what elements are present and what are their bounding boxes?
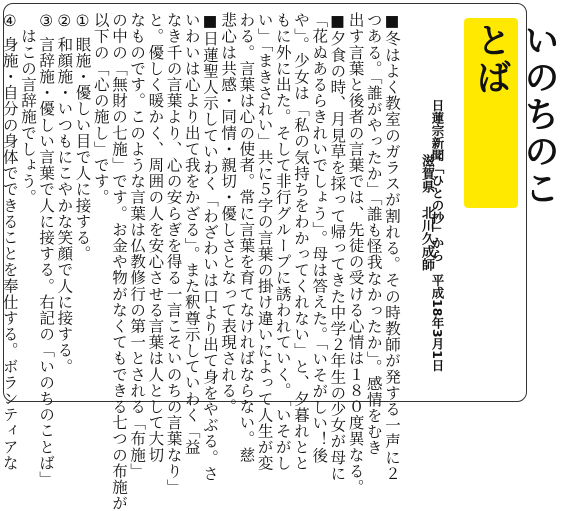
body-line: や」。少女は「私の気持ちをわかってくれない」と、夕暮れとと <box>291 12 310 472</box>
body-line: もに外に出た。そして非行グループに誘われていく。「いそがし <box>273 12 292 472</box>
body-line: はこの言辞施でしょう。 <box>18 12 37 206</box>
body-line: 出す言葉と後者の言葉では、先徒の受ける心情は１８０度異なる。 <box>346 12 365 495</box>
article-title: いのちのことば <box>471 22 559 207</box>
article-author: 滋賀県 北川久成師 <box>419 154 434 271</box>
article-source: 日蓮宗新聞「ひとの抄」から 平成18年3月1日 <box>430 99 445 372</box>
body-line: ■冬はよく教室のガラスが割れる。その時教師が発する一声に２ <box>383 12 401 482</box>
body-line: ① 眼施・優しい目で人に接する。 <box>73 12 92 262</box>
body-line: ③ 言辞施・優しい言葉で人に接する。右記の「いのちのことば」 <box>37 12 56 487</box>
body-line: の中の「無財の七施」です。お金や物がなくてもできる七つの布施が <box>109 12 128 511</box>
body-line: ■日蓮聖人示していわく「わざわいは口より出て身をやぶる。さ <box>200 12 219 482</box>
body-line: なものです。このような言葉は仏教修行の第一とされる「布施」 <box>128 12 147 479</box>
body-line: ④ 身施・自分の身体でできることを奉仕する。ボランティアな <box>0 12 19 471</box>
article-frame <box>0 3 559 511</box>
body-line: わる。言葉は心の使者。常に言葉を育てなければならない。慈 <box>237 12 256 463</box>
body-line: いわいは心より出て我をかざる」。また釈尊示していわく「益 <box>182 12 201 456</box>
body-line: と。優しく暖かく、周囲の人を安心させる言葉は人として大切 <box>146 12 165 463</box>
body-line: 悲心は共感・同情・親切・優しさとなって表現される。 <box>219 12 238 415</box>
body-line: つある。「誰がやったか」「誰も怪我なかったか」。感情をむき <box>364 12 383 456</box>
body-line: なき千の言葉より、心の安らぎを得る一言こそいのちの言葉なり」 <box>164 12 183 495</box>
body-line: 以下の「心の施し」です。 <box>91 12 110 206</box>
article-body <box>0 12 401 511</box>
body-line: 「花ぬあるらきれいでしょう」。母は答えた。「いそがしい！後 <box>310 12 329 464</box>
body-line: い」「まきされい」共に５字の言葉の掛け違いによって人生が変 <box>255 12 274 472</box>
body-line: ② 和顔施・いつもにこやかな笑顔で人に接する。 <box>55 12 74 375</box>
body-line: ■夕食の時、月見草を採って帰ってきた中学２年生の少女が母に <box>328 12 347 482</box>
